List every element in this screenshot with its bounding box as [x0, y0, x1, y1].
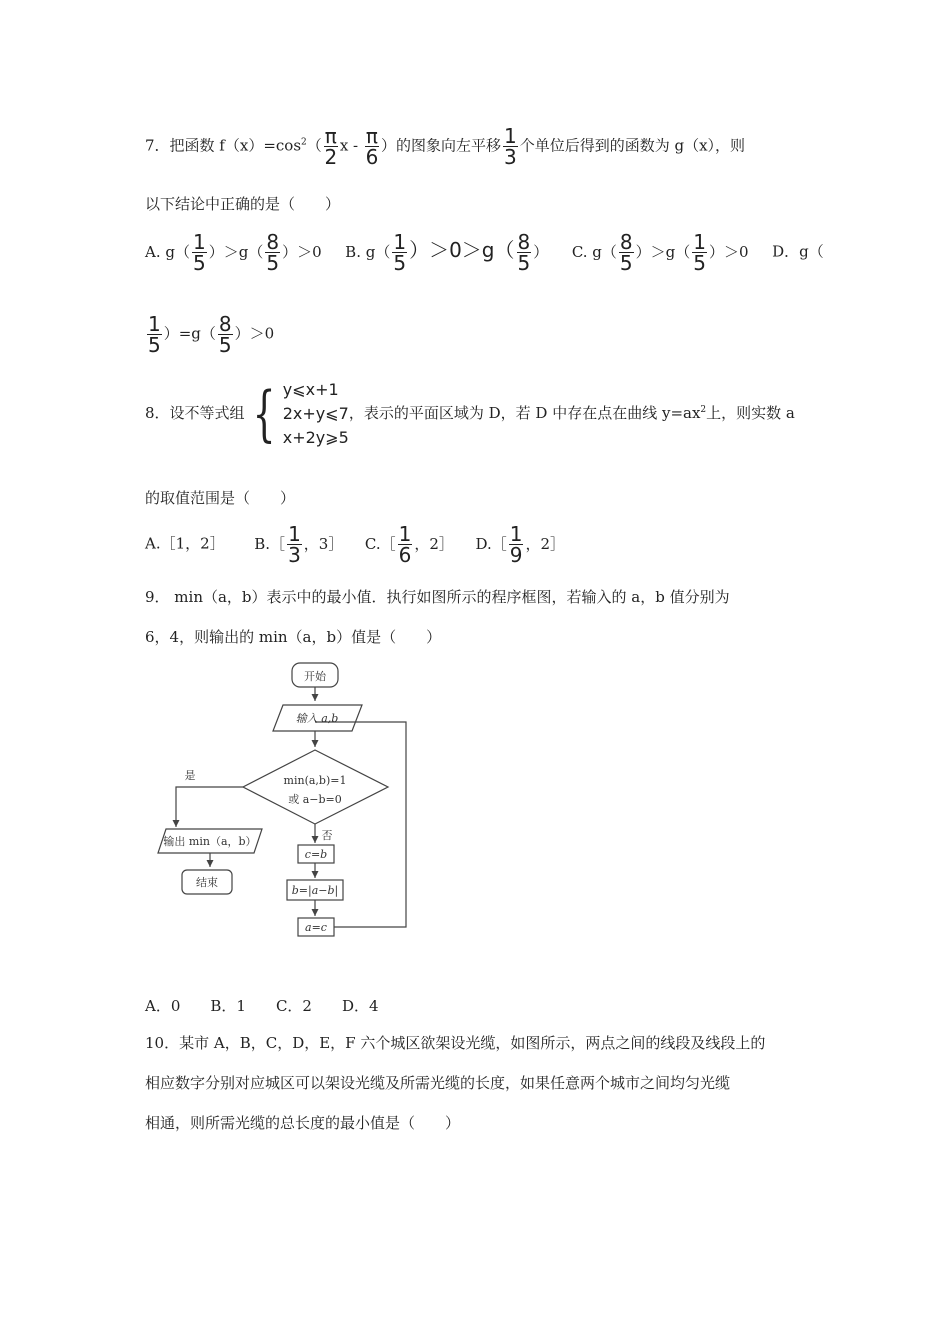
- flow-decision: [243, 750, 388, 824]
- q7-option-b: B. g（ $\frac{1}{5}$ ）＞0＞g（ $\frac{8}{5}$ ）: [345, 230, 549, 275]
- q8-option-b: B.［ $\frac{1}{3}$ ，3］: [254, 522, 344, 567]
- q7-line2: 以下结论中正确的是（ ）: [145, 195, 341, 213]
- flow-cond1-text: min(a,b)=1: [283, 774, 347, 787]
- q7-option-d-cont: $\frac{1}{5}$ ）=g（ $\frac{8}{5}$ ）＞0: [148, 312, 275, 357]
- flow-cond2-text: 或 a−b=0: [288, 793, 342, 806]
- q7-option-c: C. g（ $\frac{8}{5}$ ）＞g（ $\frac{1}{5}$ ）＞0: [571, 230, 749, 275]
- q8-option-c: C.［ $\frac{1}{6}$ ，2］: [364, 522, 454, 567]
- q9-line1: 9． min（a，b）表示中的最小值．执行如图所示的程序框图，若输入的 a，b 值分别为: [145, 588, 730, 606]
- q10-line1: 10．某市 A，B，C，D，E，F 六个城区欲架设光缆，如图所示，两点之间的线段及线段上的: [145, 1034, 766, 1052]
- inequality-system: y⩽x+1 2x+y⩽7 x+2y⩾5: [282, 380, 349, 447]
- q8-options: [145, 524, 565, 565]
- q7-options-line: [145, 232, 824, 273]
- fraction: $\frac{\pi}{2}$: [324, 124, 338, 169]
- flow-output-text: 输出 min（a，b）: [163, 835, 257, 848]
- q7-option-d: D．g（: [772, 242, 824, 261]
- flow-yes-label: 是: [184, 769, 196, 782]
- q9-options: A．0 B．1 C．2 D．4: [145, 997, 379, 1015]
- q9-line2: 6，4，则输出的 min（a，b）值是（ ）: [145, 628, 442, 646]
- q8-option-d: D.［ $\frac{1}{9}$ ，2］: [475, 522, 566, 567]
- flowchart: [140, 655, 440, 960]
- flow-start-text: 开始: [304, 670, 326, 683]
- fraction: $\frac{\pi}{6}$: [365, 124, 379, 169]
- q8-line1: 8．设不等式组 { y⩽x+1 2x+y⩽7 x+2y⩾5 ，表示的平面区域为 D，若 D 中存在点在曲线 $y=ax^2$上，则实数 a: [145, 379, 795, 449]
- q7-option-a: A. g（ $\frac{1}{5}$ ）＞g（ $\frac{8}{5}$ ）＞0: [145, 230, 322, 275]
- q8-option-a: A.［1，2］: [145, 534, 225, 553]
- q10-line3: 相通，则所需光缆的总长度的最小值是（ ）: [145, 1114, 461, 1132]
- fraction: $\frac{1}{3}$: [503, 124, 517, 169]
- left-brace: {: [252, 379, 276, 449]
- flow-step1-text: c=b: [304, 848, 328, 861]
- flow-step2-text: b=|a−b|: [291, 884, 339, 897]
- flow-end-text: 结束: [196, 876, 218, 889]
- flow-input-text: 输入 a,b: [295, 712, 339, 725]
- flow-step3-text: a=c: [305, 921, 327, 934]
- flow-no-label: 否: [321, 829, 333, 842]
- q10-line2: 相应数字分别对应城区可以架设光缆及所需光缆的长度，如果任意两个城市之间均匀光缆: [145, 1074, 731, 1092]
- q7-line1: 7．把函数 $f(x)=\cos^2$（ $\frac{\pi}{2}$ x - $\frac{\pi}{6}$ ）的图象向左平移 $\frac{1}{3}$ 个单位后得到的函数为 g（x），则: [145, 124, 746, 169]
- q8-line2: 的取值范围是（ ）: [145, 489, 296, 507]
